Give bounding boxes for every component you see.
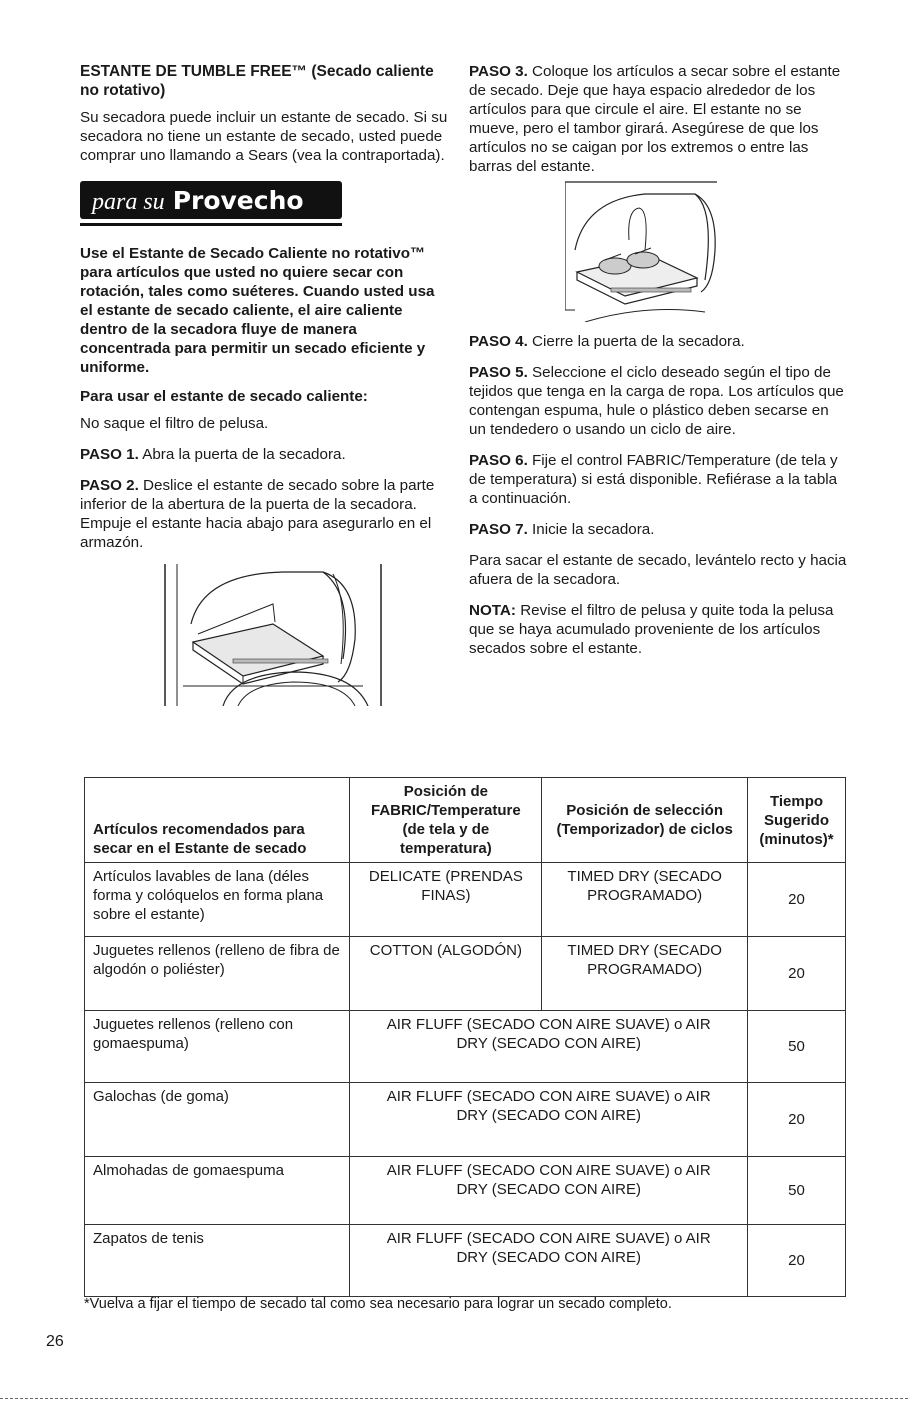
step-3-text: Coloque los artículos a secar sobre el estante de secado. Deje que haya espacio alrededor de los artículos para que circule el aire. El estante no se mueve, pero el tambor girará. Asegúrese de que los artículos no se caigan por los extremos o entre las barras del estante. — [469, 63, 841, 175]
banner-big-text: Provecho — [172, 186, 304, 215]
row-fabric: COTTON (ALGODÓN) — [350, 937, 542, 1011]
intro-paragraph: Su secadora puede incluir un estante de secado. Si su secadora no tiene un estante de secado, usted puede comprar uno llamando a Sears (vea la contraportada). — [80, 109, 448, 164]
row-cycle: TIMED DRY (SECADO PROGRAMADO) — [542, 863, 748, 937]
step-5-label: PASO 5. — [469, 364, 528, 381]
row-time: 50 — [748, 1157, 846, 1225]
row-setting: AIR FLUFF (SECADO CON AIRE SUAVE) o AIR DRY (SECADO CON AIRE) — [350, 1011, 748, 1083]
note-text: Revise el filtro de pelusa y quite toda la pelusa que se haya acumulado proveniente de los artículos secados sobre el estante. — [469, 602, 834, 657]
row-setting: AIR FLUFF (SECADO CON AIRE SUAVE) o AIR DRY (SECADO CON AIRE) — [350, 1157, 748, 1225]
step-1 — [80, 445, 450, 464]
table-row — [85, 1157, 846, 1225]
step-4-label: PASO 4. — [469, 333, 528, 350]
para-su-provecho-banner — [80, 181, 342, 226]
page-number: 26 — [46, 1333, 64, 1350]
row-item: Almohadas de gomaespuma — [85, 1157, 350, 1225]
step-7-label: PASO 7. — [469, 521, 528, 538]
row-item: Galochas (de goma) — [85, 1083, 350, 1157]
step-7 — [469, 520, 849, 539]
step-5-text: Seleccione el ciclo deseado según el tipo de tejidos que tenga en la carga de ropa. Los artículos que contengan espuma, hule o plástico deben secarse en un tendedero o usando un ciclo de aire. — [469, 364, 844, 438]
step-2-text: Deslice el estante de secado sobre la parte inferior de la abertura de la puerta de la secadora. Empuje el estante hacia abajo para asegurarlo en el armazón. — [80, 477, 435, 551]
step-4-text: Cierre la puerta de la secadora. — [527, 333, 745, 350]
remove-rack-paragraph: Para sacar el estante de secado, levántelo recto y hacia afuera de la secadora. — [469, 552, 847, 588]
footnote: *Vuelva a fijar el tiempo de secado tal como sea necesario para lograr un secado completo. — [84, 1296, 672, 1312]
row-time: 20 — [748, 937, 846, 1011]
header-suggested-time: Tiempo Sugerido (minutos)* — [748, 778, 846, 863]
banner-underline — [80, 223, 342, 226]
step-5 — [469, 363, 849, 439]
step-6 — [469, 451, 849, 508]
items-on-rack-illustration — [565, 180, 717, 322]
tip-paragraph: Use el Estante de Secado Caliente no rotativo™ para artículos que usted no quiere secar con rotación, tales como suéteres. Cuando usted usa el estante de secado caliente, el aire caliente dentro de la secadora fluye de manera concentrada para permitir un secado eficiente y uniforme. — [80, 245, 435, 376]
row-fabric: DELICATE (PRENDAS FINAS) — [350, 863, 542, 937]
left-column — [80, 62, 450, 706]
row-setting: AIR FLUFF (SECADO CON AIRE SUAVE) o AIR DRY (SECADO CON AIRE) — [350, 1225, 748, 1297]
subheading: Para usar el estante de secado caliente: — [80, 388, 368, 405]
row-cycle: TIMED DRY (SECADO PROGRAMADO) — [542, 937, 748, 1011]
step-3-label: PASO 3. — [469, 63, 528, 80]
row-item: Zapatos de tenis — [85, 1225, 350, 1297]
note-paragraph — [469, 601, 849, 658]
row-time: 20 — [748, 1225, 846, 1297]
row-item: Artículos lavables de lana (déles forma y colóquelos en forma plana sobre el estante) — [85, 863, 350, 937]
page-bottom-rule — [0, 1398, 908, 1399]
table-row — [85, 937, 846, 1011]
table-row — [85, 863, 846, 937]
step-2 — [80, 476, 450, 552]
step-2-label: PASO 2. — [80, 477, 139, 494]
row-time: 20 — [748, 1083, 846, 1157]
note-lint-filter: No saque el filtro de pelusa. — [80, 415, 269, 432]
rack-insertion-illustration — [163, 564, 383, 706]
step-7-text: Inicie la secadora. — [527, 521, 655, 538]
row-time: 50 — [748, 1011, 846, 1083]
header-fabric-temperature: Posición de FABRIC/Temperature (de tela y de temperatura) — [350, 778, 542, 863]
step-1-text: Abra la puerta de la secadora. — [138, 446, 346, 463]
row-item: Juguetes rellenos (relleno de fibra de algodón o poliéster) — [85, 937, 350, 1011]
row-setting: AIR FLUFF (SECADO CON AIRE SUAVE) o AIR DRY (SECADO CON AIRE) — [350, 1083, 748, 1157]
header-cycle-selection: Posición de selección (Temporizador) de ciclos — [542, 778, 748, 863]
drying-settings-table — [84, 777, 846, 1297]
section-heading: ESTANTE DE TUMBLE FREE™ (Secado caliente no rotativo) — [80, 63, 434, 99]
step-3 — [469, 62, 849, 176]
table-row — [85, 1011, 846, 1083]
step-4 — [469, 332, 849, 351]
step-6-text: Fije el control FABRIC/Temperature (de tela y de temperatura) si está disponible. Refiérase a la tabla a continuación. — [469, 452, 838, 507]
step-1-label: PASO 1. — [80, 446, 139, 463]
table-row — [85, 1083, 846, 1157]
table-row — [85, 1225, 846, 1297]
note-label: NOTA: — [469, 602, 516, 619]
banner-small-text: para su — [92, 189, 165, 215]
table-header-row — [85, 778, 846, 863]
row-item: Juguetes rellenos (relleno con gomaespuma) — [85, 1011, 350, 1083]
header-items: Artículos recomendados para secar en el Estante de secado — [85, 778, 350, 863]
step-6-label: PASO 6. — [469, 452, 528, 469]
right-column — [469, 62, 849, 670]
row-time: 20 — [748, 863, 846, 937]
